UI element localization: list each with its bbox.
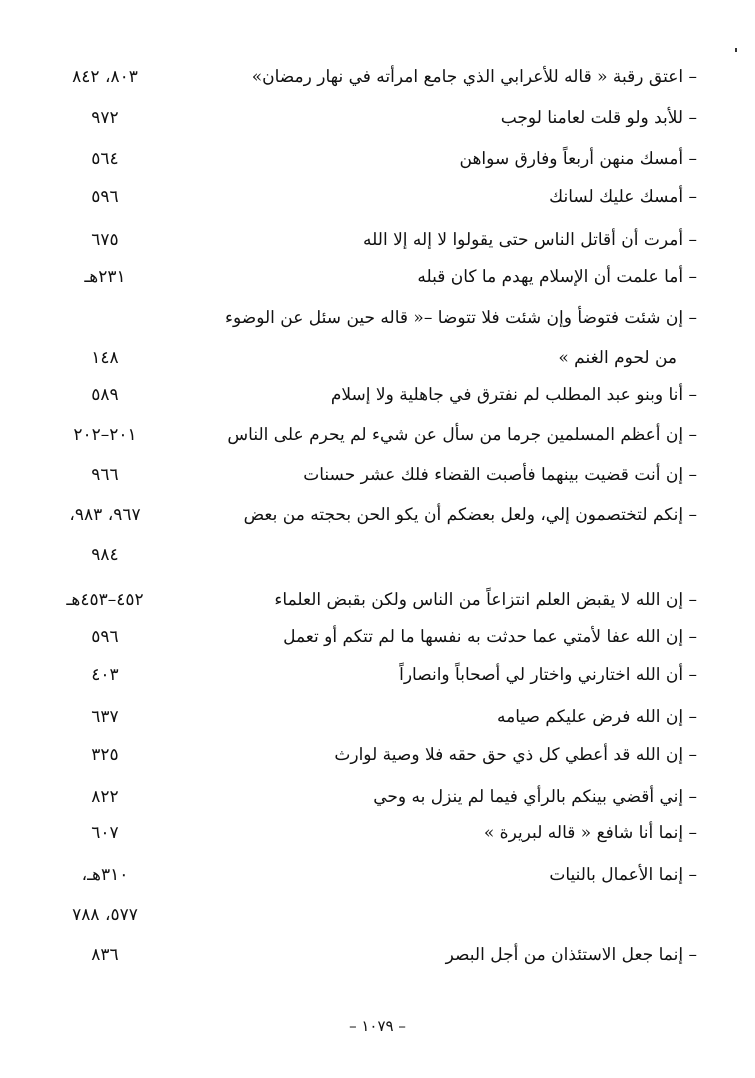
hadith-text: – أمرت أن أقاتل الناس حتى يقولوا لا إله إلا الله (363, 230, 697, 250)
page-reference: ٤٥٢–٤٥٣هـ (66, 590, 144, 610)
index-entry (0, 420, 755, 450)
page-reference: ٥٩٦ (91, 627, 119, 647)
hadith-text: – أمسك منهن أربعاً وفارق سواهن (459, 149, 697, 169)
page-reference: ٤٠٣ (91, 665, 119, 685)
index-entry (0, 860, 755, 890)
index-entry (0, 702, 755, 732)
page-reference: ٥٦٤ (91, 149, 119, 169)
page-reference: ٩٦٦ (91, 465, 119, 485)
page-reference: ٥٨٩ (91, 385, 119, 405)
hadith-text: – أمسك عليك لسانك (549, 187, 697, 207)
page-reference: ٨٠٣، ٨٤٢ (72, 67, 138, 87)
page-reference: ٣١٠هـ، (81, 865, 129, 885)
index-entry (0, 500, 755, 530)
hadith-text: – إن أنت قضيت بينهما فأصبت القضاء فلك عشر حسنات (303, 465, 697, 485)
index-entry (0, 782, 755, 812)
hadith-text: – أنا وبنو عبد المطلب لم نفترق في جاهلية ولا إسلام (330, 385, 697, 405)
index-entry (0, 622, 755, 652)
page-reference: ١٤٨ (91, 348, 119, 368)
hadith-text: – إني أقضي بينكم بالرأي فيما لم ينزل به وحي (373, 787, 697, 807)
hadith-text: من لحوم الغنم » (558, 348, 677, 368)
page-reference: ٩٦٧، ٩٨٣، (69, 505, 141, 525)
page-reference: ٦٧٥ (91, 230, 119, 250)
hadith-text: – إن الله فرض عليكم صيامه (497, 707, 697, 727)
index-entry (0, 144, 755, 174)
page-reference: ٦٠٧ (91, 823, 119, 843)
hadith-text: – إنما أنا شافع « قاله لبريرة » (483, 823, 697, 843)
page-reference: ٣٢٥ (91, 745, 119, 765)
page-number: – ١٠٧٩ – (349, 1017, 406, 1035)
hadith-text: – إنما الأعمال بالنيات (549, 865, 697, 885)
index-entry (0, 460, 755, 490)
index-entry (0, 62, 755, 92)
index-entry (0, 262, 755, 292)
page-reference: ٢٠١–٢٠٢ (73, 425, 137, 445)
index-entry (0, 380, 755, 410)
hadith-text: – إن الله عفا لأمتي عما حدثت به نفسها ما لم تتكم أو تعمل (283, 627, 697, 647)
index-entry (0, 585, 755, 615)
hadith-text: – أن الله اختارني واختار لي أصحاباً وانصاراً (399, 665, 697, 685)
margin-mark (735, 48, 737, 52)
page-reference: ٥٧٧، ٧٨٨ (72, 905, 138, 925)
page-reference: ٢٣١هـ (84, 267, 126, 287)
hadith-text: – إنكم لتختصمون إلي، ولعل بعضكم أن يكو الحن بحجته من بعض (243, 505, 697, 525)
hadith-text: – للأبد ولو قلت لعامنا لوجب (500, 108, 697, 128)
page-reference: ٥٩٦ (91, 187, 119, 207)
index-entry (0, 103, 755, 133)
index-entry (0, 182, 755, 212)
index-entry (0, 303, 755, 333)
index-entry-continuation (0, 343, 755, 373)
hadith-text: – أما علمت أن الإسلام يهدم ما كان قبله (417, 267, 697, 287)
hadith-text: – إن الله لا يقبض العلم انتزاعاً من الناس ولكن بقبض العلماء (274, 590, 697, 610)
index-entry (0, 940, 755, 970)
page-reference: ٨٢٢ (91, 787, 119, 807)
index-entry (0, 225, 755, 255)
hadith-text: – اعتق رقبة « قاله للأعرابي الذي جامع امرأته في نهار رمضان» (251, 67, 697, 87)
hadith-text: – إن الله قد أعطي كل ذي حق حقه فلا وصية لوارث (334, 745, 697, 765)
hadith-text: – إنما جعل الاستئذان من أجل البصر (445, 945, 697, 965)
index-entry (0, 818, 755, 848)
page-reference: ٨٣٦ (91, 945, 119, 965)
index-entry (0, 660, 755, 690)
page-reference: ٩٧٢ (91, 108, 119, 128)
index-entry-continuation (0, 900, 755, 930)
index-entry-continuation (0, 540, 755, 570)
page-reference: ٦٣٧ (91, 707, 119, 727)
page-reference: ٩٨٤ (91, 545, 119, 565)
hadith-text: – إن أعظم المسلمين جرما من سأل عن شيء لم يحرم على الناس (227, 425, 697, 445)
index-entry (0, 740, 755, 770)
hadith-text: – إن شئت فتوضأ وإن شئت فلا تتوضا –« قاله حين سئل عن الوضوء (225, 308, 697, 328)
